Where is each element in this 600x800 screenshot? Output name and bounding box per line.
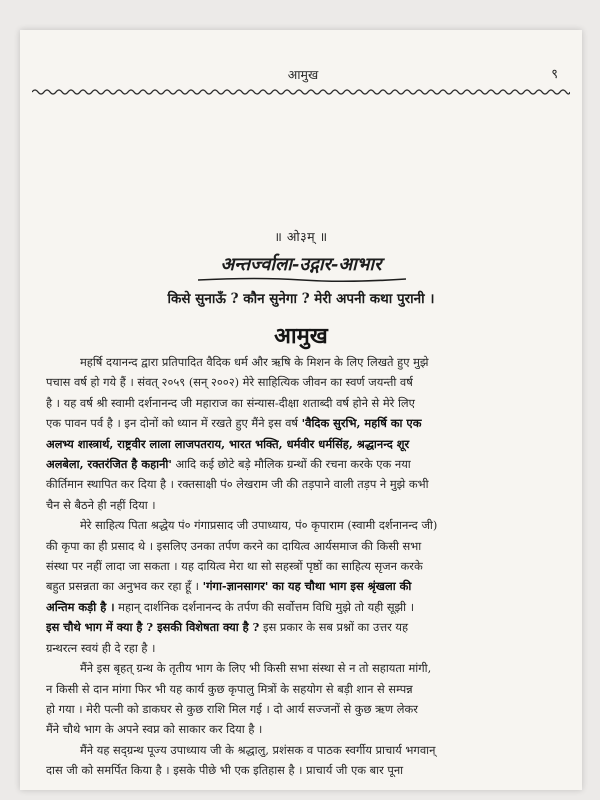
text-segment: है । यह वर्ष श्री स्वामी दर्शनानन्द जी महाराज का संन्यास-दीक्षा शताब्दी वर्ष होने से मेरे लिए (46, 395, 415, 410)
text-segment: मैंने चौथे भाग के अपने स्वप्न को साकार कर दिया है । (46, 722, 263, 737)
page-number: ९ (551, 67, 558, 82)
text-segment: की कृपा का ही प्रसाद थे । इसलिए उनका तर्पण करने का दायित्व आर्यसमाज की किसी सभा (46, 538, 422, 553)
body-line (46, 454, 564, 474)
body-line (46, 699, 564, 719)
header-wavy-rule (32, 88, 570, 96)
bold-segment: 'गंगा-ज्ञानसागर' का यह चौथा भाग इस श्रृंखला की (202, 579, 412, 594)
text-segment: महर्षि दयानन्द द्वारा प्रतिपादित वैदिक धर्म और ऋषि के मिशन के लिए लिखते हुए मुझे (80, 355, 429, 369)
body-line (46, 495, 564, 515)
text-segment: मेरे साहित्य पिता श्रद्धेय पं० गंगाप्रसाद जी उपाध्याय, पं० कृपाराम (स्वामी दर्शनानन्द जी) (80, 518, 438, 533)
running-title: आमुख (287, 67, 319, 82)
body-line (46, 352, 564, 372)
text-segment: एक पावन पर्व है । इन दोनों को ध्यान में रखते हुए मैंने इस वर्ष (46, 416, 302, 431)
bold-segment: 'वैदिक सुरभि, महर्षि का एक (301, 416, 422, 431)
text-segment: मैंने यह सद्ग्रन्थ पूज्य उपाध्याय जी के श्रद्धालु, प्रशंसक व पाठक स्वर्गीय प्राचार्य भगवान् (80, 742, 436, 757)
running-header (38, 66, 568, 90)
body-line (46, 597, 564, 617)
body-line (46, 760, 564, 780)
ornate-title: अन्तर्ज्वाला-उद्गार-आभार (220, 254, 382, 275)
text-segment: दास जी को समर्पित किया है । इसके पीछे भी एक इतिहास है । प्राचार्य जी एक बार पूना (46, 763, 404, 778)
body-line (46, 740, 564, 760)
body-line (46, 372, 564, 392)
body-line (46, 393, 564, 413)
body-line (46, 679, 564, 699)
body-line (46, 576, 564, 596)
text-segment: कीर्तिमान स्थापित कर दिया है । रक्तसाक्षी पं० लेखराम जी की तड़पाने वाली तड़प ने मुझे कभी (46, 477, 429, 492)
text-segment: पचास वर्ष हो गये हैं । संवत् २०५९ (सन् २००२) मेरे साहित्यिक जीवन का स्वर्ण जयन्ती वर्ष (46, 375, 413, 390)
text-segment: चैन से बैठने ही नहीं दिया । (46, 497, 156, 512)
body-line (46, 515, 564, 535)
bold-segment: अन्तिम कड़ी है । (46, 599, 115, 614)
body-line (46, 536, 564, 556)
tagline: किसे सुनाऊँ ? कौन सुनेगा ? मेरी अपनी कथा पुरानी । (167, 291, 435, 307)
body-line (46, 474, 564, 494)
text-segment: महान् दार्शनिक दर्शनानन्द के तर्पण की सर्वोत्तम विधि मुझे तो यही सूझी । (114, 599, 415, 614)
body-line (46, 658, 564, 678)
body-line (46, 638, 564, 658)
text-segment: ग्रन्थरत्न स्वयं ही दे रहा है । (46, 640, 156, 655)
body-line (46, 556, 564, 576)
bold-segment: इस चौथे भाग में क्या है ? इसकी विशेषता क्या है ? (46, 620, 260, 635)
body-line (46, 617, 564, 637)
om-invocation: ॥ ओ३म् ॥ (274, 229, 328, 244)
text-segment: हो गया । मेरी पत्नी को डाकघर से कुछ राशि मिल गई । दो आर्य सज्जनों से कुछ ऋण लेकर (46, 701, 418, 716)
text-segment: इस प्रकार के सब प्रश्नों का उत्तर यह (259, 620, 409, 635)
text-segment: आदि कई छोटे बड़े मौलिक ग्रन्थों की रचना करके एक नया (171, 457, 411, 472)
text-segment: संस्था पर नहीं लादा जा सकता । यह दायित्व मेरा था सो सहस्त्रों पृष्ठों का साहित्य सृजन करके (46, 559, 423, 574)
body-line (46, 719, 564, 739)
book-page (20, 30, 582, 790)
text-segment: मैंने इस बृहत् ग्रन्थ के तृतीय भाग के लिए भी किसी सभा संस्था से न तो सहायता मांगी, (80, 661, 432, 676)
bold-segment: अलभ्य शास्त्रार्थ, राष्ट्रवीर लाला लाजपतराय, भारत भक्ति, धर्मवीर धर्मसिंह, श्रद्धानन्द शूर (46, 436, 410, 451)
text-segment: बहुत प्रसन्नता का अनुभव कर रहा हूँ । (46, 579, 203, 594)
title-underline (198, 277, 406, 282)
text-segment: न किसी से दान मांगा फिर भी यह कार्य कुछ कृपालु मित्रों के सहयोग से बड़ी शान से सम्पन्न (46, 681, 413, 696)
body-text (46, 352, 564, 781)
body-line (46, 434, 564, 454)
bold-segment: अलबेला, रक्तरंजित है कहानी' (46, 457, 172, 472)
body-line (46, 413, 564, 433)
section-heading: आमुख (274, 323, 328, 349)
